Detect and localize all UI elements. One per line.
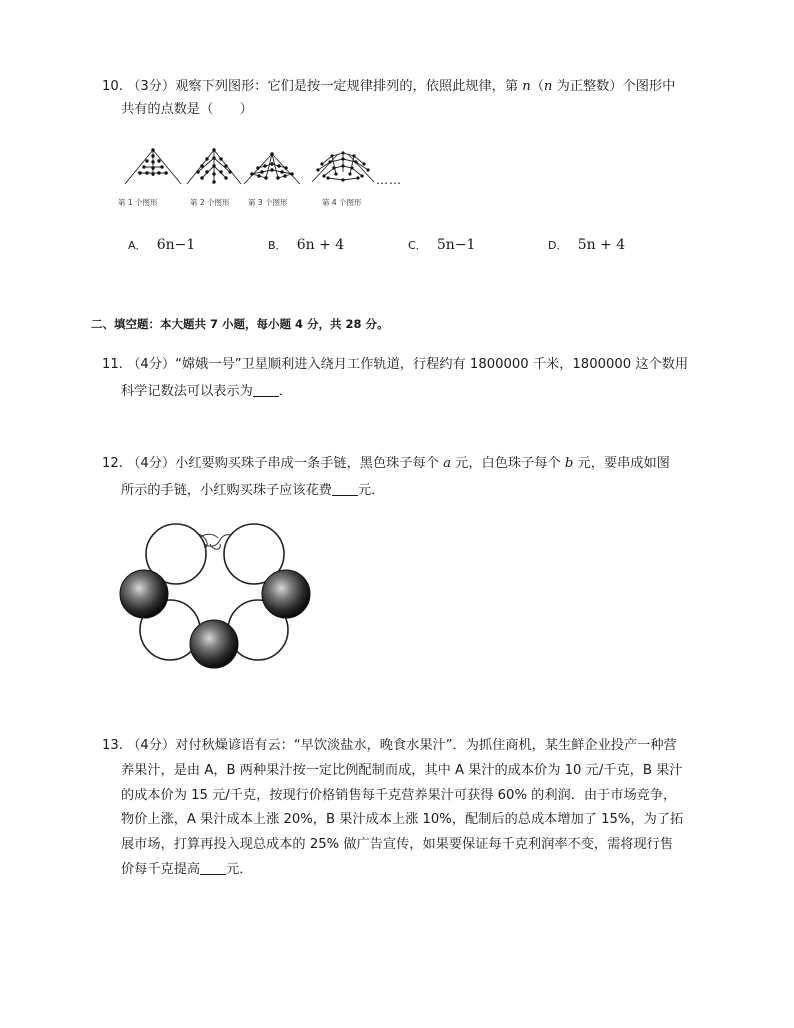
option-c-expr: 5n−1 (436, 237, 476, 253)
q12-line1 (102, 455, 670, 473)
q13-text-1: 对付秋燥谚语有云：“早饮淡盐水，晚食水果汁”．为抓住商机，某生鲜企业投产一种营 (175, 738, 677, 753)
q13-end: 元． (226, 862, 253, 877)
q10-text-a: 观察下列图形：它们是按一定规律排列的，依照此规律，第 (175, 79, 519, 94)
option-b[interactable] (268, 236, 344, 255)
q10-var-n: n (522, 79, 531, 94)
q10-line1 (102, 78, 675, 96)
q12-end: 元． (358, 483, 385, 498)
q11-number: 11. (102, 357, 123, 372)
q12-number: 12. (102, 456, 123, 471)
section-heading: 二、填空题：本大题共 7 小题，每小题 4 分，共 28 分。 (91, 317, 389, 331)
q11-text-1: “嫦娥一号”卫星顺利进入绕月工作轨道，行程约有 1800000 千米，1800000 这个数用 (175, 357, 689, 372)
caption-figure-4: 第 4 个图形 (322, 198, 362, 207)
q10-text-c: 为正整数）个图形中 (556, 79, 676, 94)
q10-number: 10. (102, 79, 123, 94)
q10-text-b: （ (530, 79, 544, 94)
q10-var-n2: n (543, 79, 553, 94)
q12-text-2: 所示的手链，小红购买珠子应该花费 (121, 483, 332, 498)
q13-line2: 养果汁，是由 A，B 两种果汁按一定比例配制而成，其中 A 果汁的成本价为 10 元/千克，B 果汁 (121, 763, 683, 778)
q12-text-c: 元，要串成如图 (577, 456, 670, 471)
q10-score: （3分） (127, 79, 176, 94)
q12-text-b: 元，白色珠子每个 (455, 456, 561, 471)
option-c-label: C． (408, 239, 427, 252)
option-d[interactable] (548, 236, 625, 255)
q12-answer-blank[interactable] (332, 481, 358, 496)
option-a-expr: 6n−1 (156, 237, 196, 253)
q11-end: ． (278, 384, 293, 399)
q13-number: 13. (102, 738, 123, 753)
option-d-expr: 5n + 4 (577, 237, 626, 253)
figure-ellipsis: …… (376, 173, 402, 187)
option-d-label: D． (548, 239, 568, 252)
black-bead (120, 570, 168, 618)
q13-line6 (121, 860, 253, 879)
black-bead (190, 620, 238, 668)
q13-text-6: 价每千克提高 (121, 862, 201, 877)
q11-line2 (121, 382, 292, 401)
q12-text-a: 小红要购买珠子串成一条手链，黑色珠子每个 (175, 456, 439, 471)
q13-line5: 展市场，打算再投入现总成本的 25% 做广告宣传，如果要保证每千克利润率不变，需将现行售 (121, 837, 674, 852)
q12-line2 (121, 481, 384, 500)
option-a[interactable] (128, 236, 195, 255)
q12-var-a: a (443, 456, 451, 471)
option-c[interactable] (408, 236, 475, 255)
q10-line2: 共有的点数是（ ） (121, 102, 253, 117)
black-bead (262, 570, 310, 618)
q11-score: （4分） (127, 357, 176, 372)
q11-line1 (102, 356, 688, 374)
q11-text-2: 科学记数法可以表示为 (121, 384, 253, 399)
q11-answer-blank[interactable] (253, 382, 279, 397)
option-b-expr: 6n + 4 (296, 237, 345, 253)
q13-answer-blank[interactable] (200, 860, 226, 875)
q13-score: （4分） (127, 738, 176, 753)
q12-score: （4分） (127, 456, 176, 471)
q13-line4: 物价上涨，A 果汁成本上涨 20%，B 果汁成本上涨 10%，配制后的总成本增加了 15%，为了拓 (121, 812, 684, 827)
q12-var-b: b (564, 456, 574, 471)
q13-line1 (102, 737, 677, 755)
dot-pattern-figures (118, 142, 408, 192)
option-a-label: A． (128, 239, 147, 252)
option-b-label: B． (268, 239, 287, 252)
bracelet-figure (110, 518, 320, 670)
caption-figure-3: 第 3 个图形 (248, 198, 288, 207)
q13-line3: 的成本价为 15 元/千克，按现行价格销售每千克营养果汁可获得 60% 的利润．由于市场竞争， (121, 788, 677, 803)
caption-figure-2: 第 2 个图形 (190, 198, 230, 207)
caption-figure-1: 第 1 个图形 (118, 198, 158, 207)
